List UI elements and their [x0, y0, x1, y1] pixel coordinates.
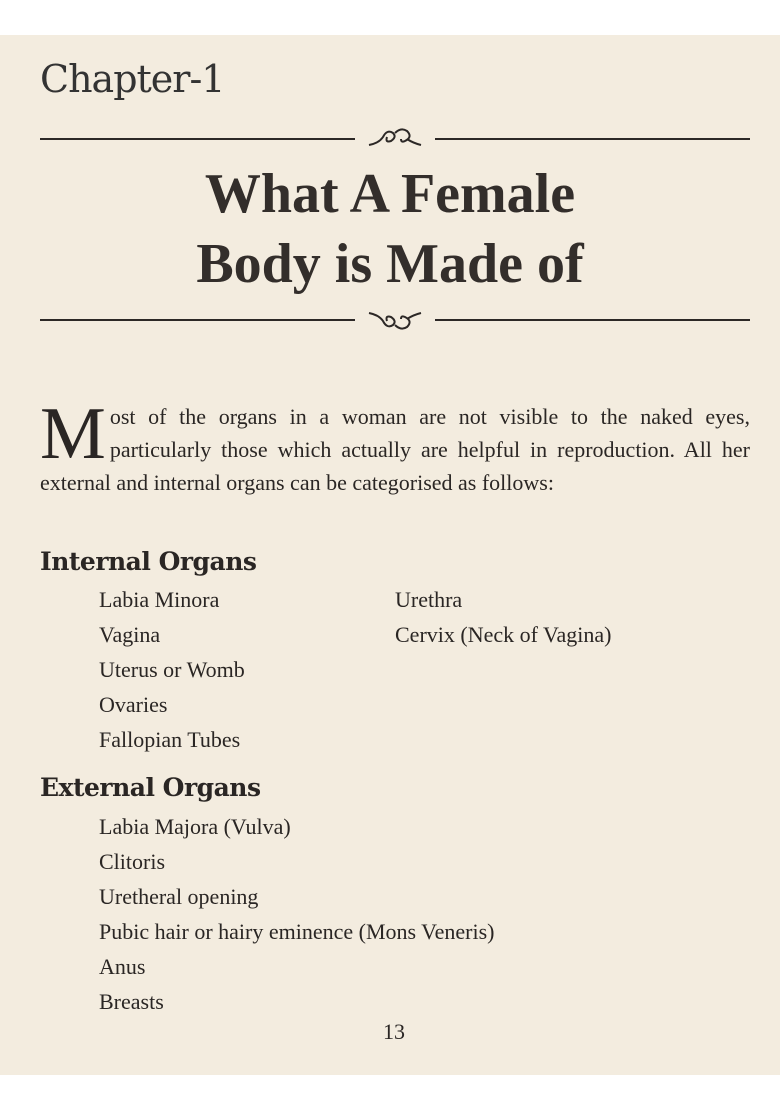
list-item: Vagina — [99, 622, 161, 647]
list-item: Labia Majora (Vulva) — [99, 814, 291, 839]
drop-cap: M — [40, 393, 106, 475]
ornament-top-icon — [355, 125, 435, 151]
chapter-label: Chapter-1 — [40, 57, 225, 101]
list-item: Urethra — [395, 587, 463, 612]
list-item: Labia Minora — [99, 587, 220, 612]
list-item: Cervix (Neck of Vagina) — [395, 622, 612, 647]
intro-text: ost of the organs in a woman are not visible to the naked eyes, particularly those which actually are helpful in reproduction. All her external and internal organs can be categorised as follows: — [40, 404, 750, 495]
book-page — [0, 35, 780, 1075]
list-item: Uterus or Womb — [99, 657, 245, 682]
list-item: Ovaries — [99, 692, 168, 717]
chapter-title — [0, 159, 780, 299]
page-number: 13 — [383, 1019, 405, 1044]
intro-paragraph — [40, 393, 750, 499]
title-line: What A Female — [204, 163, 576, 225]
ornament-bottom-icon — [355, 307, 435, 333]
list-item: Pubic hair or hairy eminence (Mons Veneris) — [99, 919, 495, 944]
list-item: Breasts — [99, 989, 164, 1014]
title-line: Body is Made of — [196, 233, 584, 295]
list-item: Fallopian Tubes — [99, 727, 241, 752]
list-item: Uretheral opening — [99, 884, 259, 909]
list-item: Anus — [99, 954, 146, 979]
external-organs-heading: External Organs — [40, 773, 261, 802]
internal-organs-heading: Internal Organs — [40, 547, 257, 576]
list-item: Clitoris — [99, 849, 166, 874]
